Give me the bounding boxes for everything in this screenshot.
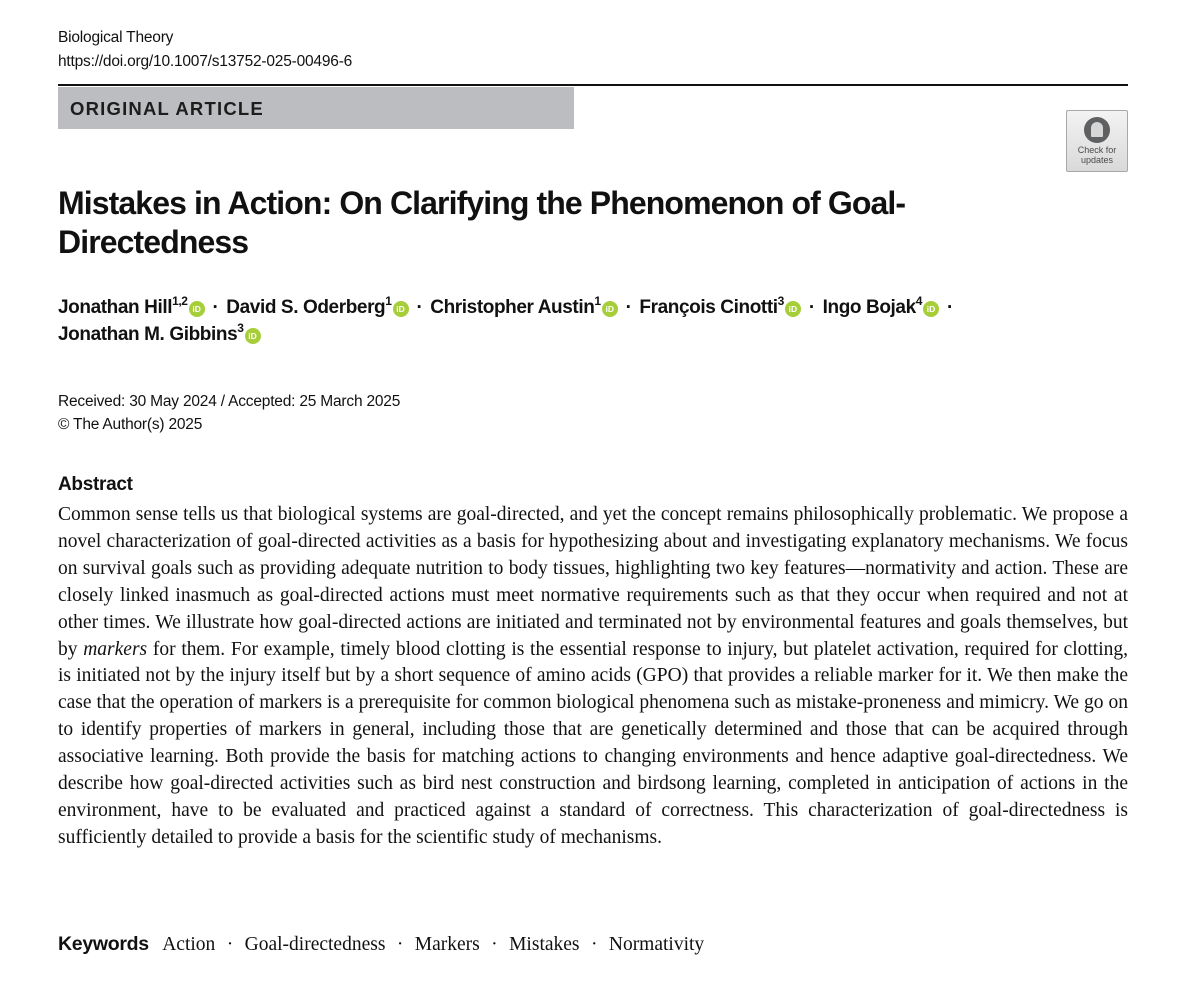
orcid-icon[interactable]: iD xyxy=(785,301,801,317)
abstract-text-part1: Common sense tells us that biological systems are goal-directed, and yet the concept remains philosophically problematic. We propose a novel characterization of goal-directed activities as a basis for hypothesizing about and investigating explanatory mechanisms. We focus on survival goals such as providing adequate nutrition to body tissues, highlighting two key features—normativity and action. These are closely linked inasmuch as goal-directed actions must meet normative requirements such as that they occur when required and not at other times. We illustrate how goal-directed actions are initiated and terminated not by environmental features and goals themselves, but by xyxy=(58,504,1128,660)
received-accepted-dates: Received: 30 May 2024 / Accepted: 25 March 2025 xyxy=(58,393,401,410)
author-name: Jonathan M. Gibbins xyxy=(58,324,238,345)
keyword-separator: · xyxy=(226,934,234,955)
journal-name: Biological Theory xyxy=(58,29,174,46)
article-type-band: ORIGINAL ARTICLE xyxy=(58,87,574,129)
author-affiliation: 1,2 xyxy=(172,293,188,308)
author-list xyxy=(58,294,1058,348)
article-title: Mistakes in Action: On Clarifying the Phenomenon of Goal-Directedness xyxy=(58,185,906,260)
author-name: Christopher Austin xyxy=(430,297,595,318)
keyword-separator: · xyxy=(396,934,404,955)
orcid-icon[interactable]: iD xyxy=(393,301,409,317)
author-separator: · xyxy=(625,297,632,318)
abstract-text xyxy=(58,502,1128,852)
keyword: Action xyxy=(162,934,216,955)
keyword: Normativity xyxy=(608,934,705,955)
bookmark-icon xyxy=(1084,117,1110,143)
keyword: Markers xyxy=(414,934,480,955)
author-affiliation: 3 xyxy=(777,293,784,308)
check-for-updates-button[interactable] xyxy=(1066,110,1128,172)
author-name: Jonathan Hill xyxy=(58,297,173,318)
doi-link[interactable]: https://doi.org/10.1007/s13752-025-00496-6 xyxy=(58,53,353,70)
author xyxy=(226,293,408,318)
abstract-text-part2: for them. For example, timely blood clotting is the essential response to injury, but platelet activation, required for clotting, is initiated not by the injury itself but by a short sequence of amino acids (GPO) that provides a reliable marker for it. We then make the case that the operation of markers is a prerequisite for common biological phenomena such as mistake-proneness and mimicry. We go on to identify properties of markers in general, including those that are genetically determined and those that can be acquired through associative learning. Both provide the basis for matching actions to changing environments and hence adaptive goal-directedness. We describe how goal-directed activities such as bird nest construction and birdsong learning, completed in anticipation of actions in the environment, have to be evaluated and practiced against a standard of correctness. This characterization of goal-directedness is sufficiently detailed to provide a basis for the scientific study of mechanisms. xyxy=(58,638,1128,848)
author-separator: · xyxy=(416,297,423,318)
keyword-separator: · xyxy=(590,934,598,955)
author-affiliation: 1 xyxy=(594,293,601,308)
author-name: François Cinotti xyxy=(639,297,778,318)
abstract-heading: Abstract xyxy=(58,474,133,495)
author xyxy=(58,320,261,345)
author-name: David S. Oderberg xyxy=(226,297,386,318)
author xyxy=(430,293,617,318)
keyword: Mistakes xyxy=(509,934,580,955)
author-affiliation: 4 xyxy=(915,293,923,308)
author xyxy=(822,293,939,318)
orcid-icon[interactable]: iD xyxy=(245,328,261,344)
article-dates xyxy=(58,390,400,436)
author-separator: · xyxy=(808,297,815,318)
keyword-separator: · xyxy=(491,934,498,955)
orcid-icon[interactable]: iD xyxy=(189,301,205,317)
author-separator: · xyxy=(212,297,219,318)
keyword: Goal-directedness xyxy=(244,934,386,955)
orcid-icon[interactable]: iD xyxy=(602,301,618,317)
keywords-label: Keywords xyxy=(58,933,149,955)
author xyxy=(639,293,801,318)
copyright-notice: © The Author(s) 2025 xyxy=(58,416,203,433)
journal-header xyxy=(58,26,352,74)
keywords-line xyxy=(58,933,704,956)
author-affiliation: 1 xyxy=(385,293,392,308)
orcid-icon[interactable]: iD xyxy=(923,301,939,317)
abstract-italic-term: markers xyxy=(83,638,148,660)
author-name: Ingo Bojak xyxy=(822,297,916,318)
author-separator: · xyxy=(946,297,953,318)
check-updates-line1: Check for xyxy=(1077,145,1117,155)
check-updates-line2: updates xyxy=(1080,154,1114,165)
author xyxy=(58,293,205,318)
header-rule xyxy=(58,84,1128,86)
author-affiliation: 3 xyxy=(237,320,244,335)
